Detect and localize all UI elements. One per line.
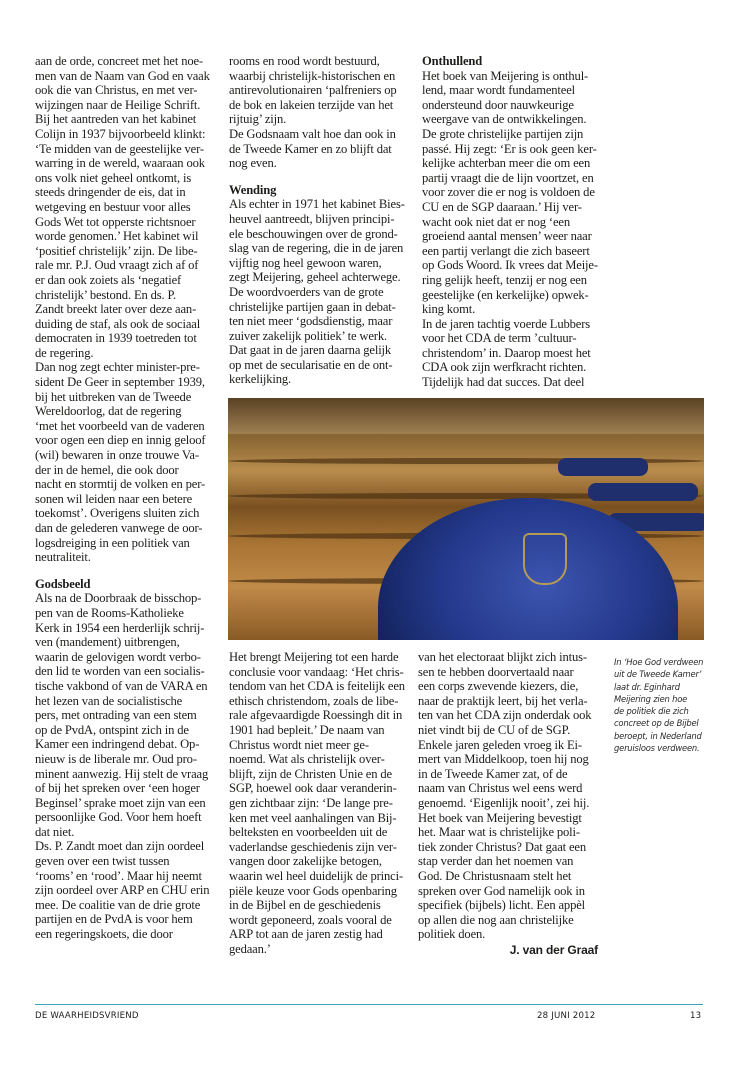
paragraph: rooms en rood wordt bestuurd, waarbij christelijk-historischen en antirevolutionairen ‘palfreniers op de bok en lakeien terzijde van het rijtuig’ zijn.	[229, 54, 397, 127]
article-column-3-top	[422, 54, 598, 390]
footer-date: 28 JUNI 2012	[537, 1011, 596, 1021]
section-heading-godsbeeld: Godsbeeld	[35, 576, 91, 591]
paragraph: De Godsnaam valt hoe dan ook in de Tweede Kamer en zo blijft dat nog even.	[229, 126, 396, 171]
paragraph: van het electoraat blijkt zich intus- sen te hebben doorvertaald naar een corps zwevende kiezers, die, naar de praktijk leert, bij het verla- ten van het CDA zijn onderdak ook niet vindt bij de CU of de SGP.	[418, 650, 592, 737]
paragraph: Het boek van Meijering is onthul- lend, maar wordt fundamenteel ondersteund door nauwkeurige weergave van de ontwikkelingen. De grote christelijke partijen zijn passé. Hij zegt: ‘Er is ook geen ker- kelijke achterban meer die om een partij vraagt die de lijn voortzet, en voor zover die er nog is voldoen de CU en de SGP daaraan.’ Hij ver- wacht ook niet dat er nog ‘een groeiend aantal mensen’ weer naar een partij verlangt die zich baseert op Gods Woord. Ik vrees dat Meije- ring gelijk heeft, tenzij er nog een geestelijke (en kerkelijke) opwek- king komt.	[422, 68, 598, 317]
paragraph: Dan nog zegt echter minister-pre- sident De Geer in september 1939, bij het uitbreken van de Tweede Wereldoorlog, dat de regering ‘met het voorbeeld van de vaderen voor ogen een diep en innig geloof (wil) bewaren in onze trouwe Va- der in de hemel, die ook door nacht en stormtij de volken en per- sonen wil leiden naar een betere toekomst’. Overigens sluiten zich dan de gelederen vanwege de oor- logsdreiging in een politiek van neutraliteit.	[35, 360, 206, 565]
paragraph: Enkele jaren geleden vroeg ik Ei- mert van Middelkoop, toen hij nog in de Tweede Kamer zat, of de naam van Christus wel eens werd genoemd. ‘Eigenlijk nooit’, zei hij. Het boek van Meijering bevestigt het. Maar wat is christelijke poli- tiek zonder Christus? Dat gaat een stap verder dan het noemen van God. De Christusnaam stelt het spreken over God namelijk ook in specifiek (bijbels) licht. Een appèl op allen die nog aan christelijke politiek doen.	[418, 737, 590, 942]
paragraph: aan de orde, concreet met het noe- men van de Naam van God en vaak ook die van Christus, en met ver- wijzingen naar de Heilige Schrift. Bij het aantreden van het kabinet Colijn in 1937 bijvoorbeeld klinkt: ‘Te midden van de geestelijke ver- warring in de wereld, waaraan ook ons volk niet geheel ontkomt, is steeds dringender de eis, dat in wetgeving en bestuur voor alles Gods Wet tot opperste richtsnoer worde genomen.’ Het kabinet wil ‘positief christelijk’ zijn. De libe- rale mr. P.J. Oud vraagt zich af of er dan ook zoiets als ‘negatief christelijk’ bestond. En ds. P. Zandt breekt later over deze aan- duiding de staf, als ook de sociaal democraten in 1939 toetreden tot de regering.	[35, 54, 210, 360]
parliament-chamber-photo	[228, 398, 704, 640]
photo-caption: In ‘Hoe God verdween uit de Tweede Kamer’ laat dr. Eginhard Meijering zien hoe de politiek die zich concreet op de Bijbel beroept, in Nederland geruisloos verdween.	[614, 657, 704, 754]
section-heading-onthullend: Onthullend	[422, 54, 483, 68]
paragraph: Als na de Doorbraak de bisschop- pen van de Rooms-Katholieke Kerk in 1954 een herderlijk schrij- ven (mandement) uitbrengen, waarin de gelovigen wordt verbo- den lid te worden van een socialis- tische vakbond of van de VARA en het lezen van de socialistische pers, met ontrading van een stem op de PvdA, ontspint zich in de Kamer een indringend debat. Op- nieuw is de liberale mr. Oud pro- minent aanwezig. Hij stelt de vraag of bij het spreken over ‘een hoger Beginsel’ sprake moet zijn van een persoonlijke God. Voor hem hoeft dat niet.	[35, 591, 209, 839]
article-column-1	[35, 54, 210, 942]
section-heading-wending: Wending	[229, 182, 277, 197]
paragraph: In de jaren tachtig voerde Lubbers voor het CDA de term ’cultuur- christendom’ in. Daarop moest het CDA ook zijn werfkracht richten. Tijdelijk had dat succes. Dat deel	[422, 316, 591, 390]
paragraph: Ds. P. Zandt moet dan zijn oordeel geven over een twist tussen ‘rooms’ en ‘rood’. Maar hij neemt zijn oordeel over ARP en CHU erin mee. De coalitie van de drie grote partijen en de PvdA is voor hem een regeringskoets, die door	[35, 839, 210, 942]
coat-of-arms-emblem	[523, 533, 567, 585]
paragraph: Het brengt Meijering tot een harde conclusie voor vandaag: ‘Het chris- tendom van het CDA is feitelijk een ethisch christendom, zoals de libe- rale afgevaardigde Roessingh dit in 1901 had bepleit.’ De naam van Christus wordt niet meer ge- noemd. Wat als christelijk over- blijft, zijn de Christen Unie en de SGP, hoewel ook daar veranderin- gen zichtbaar zijn: ‘De lange pre- ken met veel aanhalingen van Bij- belteksten en voorbeelden uit de vaderlandse geschiedenis zijn ver- vangen door zakelijke betogen, waarin wel heel duidelijk de princi- piële keuze voor Gods openbaring in de Bijbel en de geschiedenis wordt geponeerd, zoals vooral de ARP tot aan de jaren zestig had gedaan.’	[229, 650, 405, 956]
paragraph: Als echter in 1971 het kabinet Bies- heuvel aantreedt, blijven principi- ele beschouwingen over de grond- slag van de regering, die in de jaren vijftig nog heel gewoon waren, zegt Meijering, geheel achterwege. De woordvoerders van de grote christelijke partijen gaan in debat- ten niet meer ‘godsdienstig, maar zuiver zakelijk politiek’ te werk. Dat gaat in de jaren daarna gelijk op met de secularisatie en de ont- kerkelijking.	[229, 197, 405, 387]
article-column-3-bottom	[418, 650, 598, 958]
footer-publication: DE WAARHEIDSVRIEND	[35, 1011, 139, 1021]
page-number: 13	[690, 1011, 702, 1021]
author-signature: J. van der Graaf	[509, 942, 598, 957]
article-column-2-top	[229, 54, 405, 387]
footer-divider	[35, 1004, 703, 1005]
article-column-2-bottom	[229, 650, 405, 956]
